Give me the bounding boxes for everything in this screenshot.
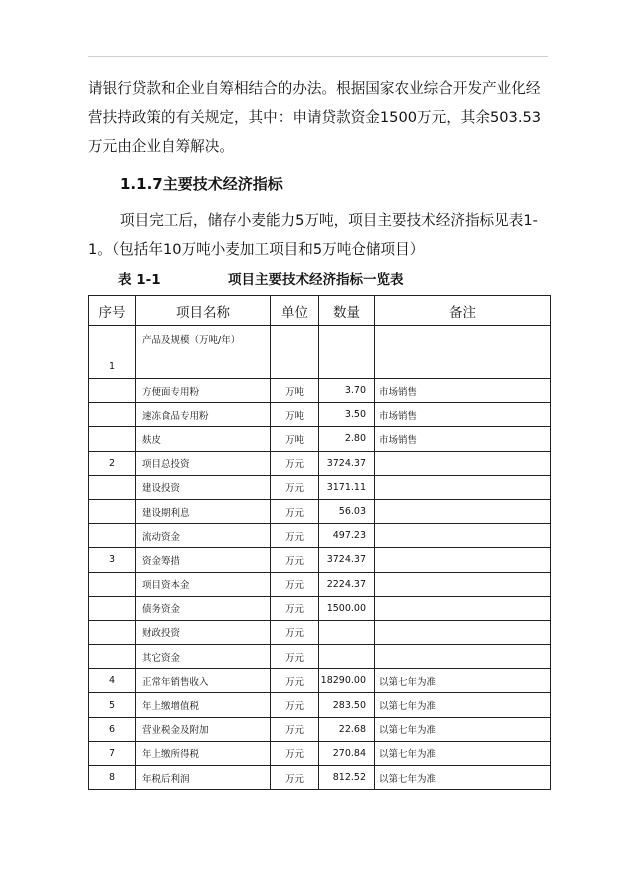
cell-note [375, 326, 551, 379]
cell-note: 市场销售 [375, 427, 551, 451]
cell-name: 年税后利润 [136, 766, 271, 790]
cell-name: 财政投资 [136, 620, 271, 644]
cell-seq: 8 [89, 766, 136, 790]
cell-name: 营业税金及附加 [136, 717, 271, 741]
header-note: 备注 [375, 296, 551, 326]
header-qty: 数量 [319, 296, 375, 326]
table-row [89, 669, 551, 693]
cell-name: 年上缴增值税 [136, 693, 271, 717]
table-row [89, 693, 551, 717]
cell-unit: 万元 [271, 596, 319, 620]
table-row [89, 403, 551, 427]
cell-qty [319, 326, 375, 379]
cell-unit: 万元 [271, 741, 319, 765]
table-row [89, 451, 551, 475]
cell-unit [271, 326, 319, 379]
cell-unit: 万元 [271, 572, 319, 596]
cell-qty: 3.70 [319, 379, 375, 403]
cell-qty: 3724.37 [319, 548, 375, 572]
indicators-table [88, 295, 551, 790]
cell-name: 建设投资 [136, 475, 271, 499]
cell-qty: 1500.00 [319, 596, 375, 620]
cell-unit: 万元 [271, 524, 319, 548]
table-caption [118, 270, 498, 290]
cell-seq [89, 499, 136, 523]
cell-qty: 18290.00 [319, 669, 375, 693]
table-row [89, 717, 551, 741]
cell-seq: 2 [89, 451, 136, 475]
cell-unit: 万吨 [271, 379, 319, 403]
header-name: 项目名称 [136, 296, 271, 326]
cell-unit: 万元 [271, 669, 319, 693]
cell-unit: 万吨 [271, 427, 319, 451]
cell-name: 产品及规模（万吨/年） [136, 326, 271, 379]
cell-unit: 万元 [271, 693, 319, 717]
cell-unit: 万元 [271, 451, 319, 475]
table-row [89, 326, 551, 379]
cell-seq [89, 379, 136, 403]
cell-seq [89, 524, 136, 548]
table-row [89, 645, 551, 669]
cell-qty: 3171.11 [319, 475, 375, 499]
paragraph-financing: 请银行贷款和企业自筹相结合的办法。根据国家农业综合开发产业化经营扶持政策的有关规定，其中：申请贷款资金1500万元，其余503.53万元由企业自筹解决。 [88, 80, 542, 155]
cell-note: 市场销售 [375, 403, 551, 427]
table-row [89, 427, 551, 451]
cell-note [375, 451, 551, 475]
header-rule [88, 56, 548, 57]
cell-unit: 万元 [271, 499, 319, 523]
paragraph-indicators-text: 项目完工后，储存小麦能力5万吨，项目主要技术经济指标见表1-1。（包括年10万吨小麦加工项目和5万吨仓储项目） [88, 212, 538, 258]
cell-note: 以第七年为准 [375, 741, 551, 765]
cell-note: 以第七年为准 [375, 669, 551, 693]
cell-note [375, 645, 551, 669]
cell-note [375, 596, 551, 620]
table-row [89, 596, 551, 620]
cell-name: 项目总投资 [136, 451, 271, 475]
cell-name: 速冻食品专用粉 [136, 403, 271, 427]
table-header-row [89, 296, 551, 326]
cell-seq [89, 427, 136, 451]
cell-qty: 56.03 [319, 499, 375, 523]
cell-seq [89, 403, 136, 427]
cell-note [375, 524, 551, 548]
cell-unit: 万元 [271, 548, 319, 572]
cell-seq [89, 645, 136, 669]
cell-name: 年上缴所得税 [136, 741, 271, 765]
table-row [89, 620, 551, 644]
paragraph-indicators [88, 206, 548, 264]
cell-unit: 万元 [271, 766, 319, 790]
table-row [89, 499, 551, 523]
table-row [89, 524, 551, 548]
cell-name: 流动资金 [136, 524, 271, 548]
table-row [89, 572, 551, 596]
cell-note [375, 548, 551, 572]
cell-unit: 万元 [271, 645, 319, 669]
cell-qty: 497.23 [319, 524, 375, 548]
table-caption-title: 项目主要技术经济指标一览表 [228, 272, 404, 288]
table-row [89, 766, 551, 790]
cell-qty: 2.80 [319, 427, 375, 451]
cell-seq [89, 596, 136, 620]
cell-note: 以第七年为准 [375, 766, 551, 790]
section-heading: 1.1.7主要技术经济指标 [120, 175, 283, 193]
cell-name: 麸皮 [136, 427, 271, 451]
cell-note [375, 572, 551, 596]
cell-seq [89, 572, 136, 596]
cell-seq: 1 [89, 326, 136, 379]
header-seq: 序号 [89, 296, 136, 326]
table-row [89, 548, 551, 572]
cell-name: 建设期利息 [136, 499, 271, 523]
cell-note [375, 620, 551, 644]
cell-unit: 万元 [271, 717, 319, 741]
cell-note: 以第七年为准 [375, 717, 551, 741]
cell-qty [319, 620, 375, 644]
cell-note [375, 499, 551, 523]
cell-seq: 7 [89, 741, 136, 765]
cell-qty: 270.84 [319, 741, 375, 765]
cell-qty: 2224.37 [319, 572, 375, 596]
cell-name: 资金筹措 [136, 548, 271, 572]
cell-unit: 万元 [271, 620, 319, 644]
table-caption-number: 表 1-1 [118, 272, 161, 288]
cell-seq [89, 620, 136, 644]
cell-unit: 万元 [271, 475, 319, 499]
header-unit: 单位 [271, 296, 319, 326]
cell-name: 方便面专用粉 [136, 379, 271, 403]
cell-seq: 5 [89, 693, 136, 717]
cell-qty: 22.68 [319, 717, 375, 741]
cell-seq [89, 475, 136, 499]
cell-qty: 283.50 [319, 693, 375, 717]
cell-name: 项目资本金 [136, 572, 271, 596]
cell-note: 市场销售 [375, 379, 551, 403]
cell-qty [319, 645, 375, 669]
cell-seq: 4 [89, 669, 136, 693]
cell-qty: 3724.37 [319, 451, 375, 475]
cell-qty: 3.50 [319, 403, 375, 427]
cell-seq: 3 [89, 548, 136, 572]
cell-name: 债务资金 [136, 596, 271, 620]
cell-note [375, 475, 551, 499]
table-row [89, 475, 551, 499]
table-row [89, 741, 551, 765]
cell-note: 以第七年为准 [375, 693, 551, 717]
cell-qty: 812.52 [319, 766, 375, 790]
table-row [89, 379, 551, 403]
cell-name: 正常年销售收入 [136, 669, 271, 693]
cell-seq: 6 [89, 717, 136, 741]
cell-name: 其它资金 [136, 645, 271, 669]
cell-unit: 万吨 [271, 403, 319, 427]
